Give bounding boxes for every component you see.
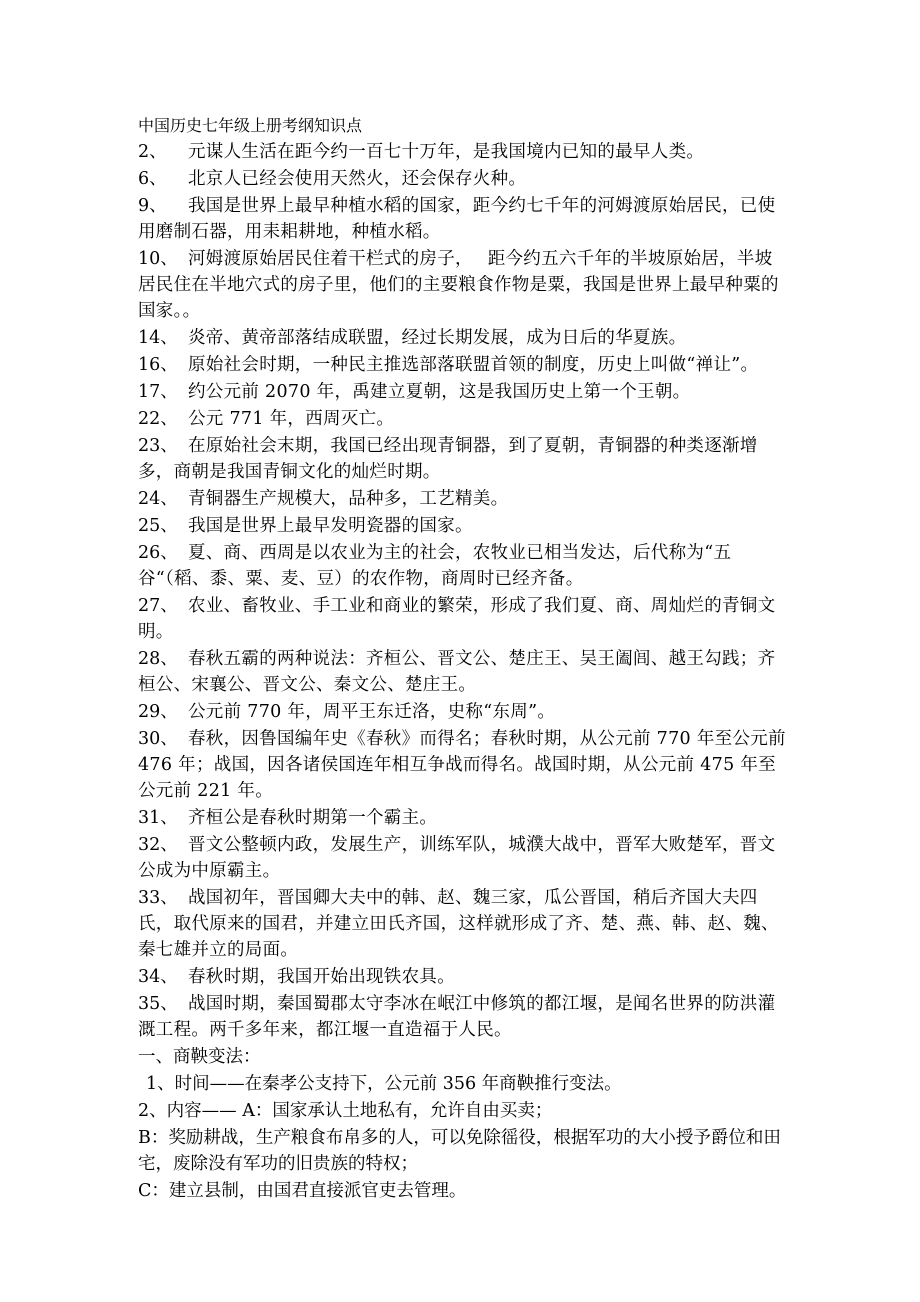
list-item <box>138 193 786 245</box>
section-line-time: 1、时间——在秦孝公支持下，公元前 356 年商鞅推行变法。 <box>146 1074 622 1094</box>
item-number: 25、 <box>138 516 178 536</box>
item-text: 青铜器生产规模大，品种多，工艺精美。 <box>188 489 509 509</box>
list-item <box>138 832 786 884</box>
list-item <box>138 139 786 165</box>
item-number: 23、 <box>138 436 178 456</box>
item-number: 34、 <box>138 967 178 987</box>
list-item <box>138 991 786 1043</box>
list-item <box>138 513 786 539</box>
list-item <box>138 964 786 990</box>
item-text: 元谋人生活在距今约一百七十万年，是我国境内已知的最早人类。 <box>188 142 705 162</box>
item-number: 17、 <box>138 382 178 402</box>
item-number: 29、 <box>138 702 178 722</box>
document-body <box>138 114 786 1204</box>
item-number: 24、 <box>138 489 178 509</box>
item-number: 32、 <box>138 835 178 855</box>
item-number: 16、 <box>138 355 178 375</box>
item-text: 春秋，因鲁国编年史《春秋》而得名；春秋时期，从公元前 770 年至公元前 476 年；战国，因各诸侯国连年相互争战而得名。战国时期，从公元前 475 年至公元前 221 年。 <box>138 729 786 801</box>
item-number: 22、 <box>138 409 178 429</box>
item-number: 33、 <box>138 888 178 908</box>
list-item <box>138 406 786 432</box>
item-text: 公元 771 年，西周灭亡。 <box>188 409 395 429</box>
item-number: 10、 <box>138 249 178 269</box>
item-text: 春秋时期，我国开始出现铁农具。 <box>188 967 455 987</box>
item-text: 晋文公整顿内政，发展生产，训练军队，城濮大战中，晋军大败楚军，晋文公成为中原霸主。 <box>138 835 776 881</box>
item-text: 公元前 770 年，周平王东迁洛，史称“东周”。 <box>188 702 556 722</box>
list-item <box>138 166 786 192</box>
item-text: 河姆渡原始居民住着干栏式的房子， 距今约五六千年的半坡原始居，半坡居民住在半地穴式的房子里，他们的主要粮食作物是粟，我国是世界上最早种粟的国家。。 <box>138 249 779 321</box>
section-line-content: 2、内容—— A：国家承认土地私有，允许自由买卖； <box>138 1101 553 1121</box>
list-item <box>138 646 786 698</box>
item-number: 9、 <box>138 196 167 216</box>
list-item <box>138 246 786 324</box>
list-item <box>138 540 786 592</box>
item-number: 35、 <box>138 994 178 1014</box>
item-number: 26、 <box>138 543 178 563</box>
list-item <box>138 325 786 351</box>
item-text: 约公元前 2070 年，禹建立夏朝，这是我国历史上第一个王朝。 <box>188 382 691 402</box>
knowledge-list <box>138 139 786 1043</box>
item-text: 夏、商、西周是以农业为主的社会，农牧业已相当发达，后代称为“五谷“（稻、黍、粟、麦、豆）的农作物，商周时已经齐备。 <box>138 543 732 589</box>
item-text: 原始社会时期，一种民主推选部落联盟首领的制度，历史上叫做“禅让”。 <box>188 355 759 375</box>
document-title: 中国历史七年级上册考纲知识点 <box>138 116 363 135</box>
list-item <box>138 486 786 512</box>
item-number: 28、 <box>138 649 178 669</box>
item-text: 战国时期，秦国蜀郡太守李冰在岷江中修筑的都江堰，是闻名世界的防洪灌溉工程。两千多年来，都江堰一直造福于人民。 <box>138 994 776 1040</box>
item-number: 30、 <box>138 729 178 749</box>
list-item <box>138 805 786 831</box>
list-item <box>138 699 786 725</box>
list-item <box>138 885 786 963</box>
item-text: 农业、畜牧业、手工业和商业的繁荣，形成了我们夏、商、周灿烂的青铜文明。 <box>138 596 776 642</box>
item-number: 31、 <box>138 808 178 828</box>
item-text: 战国初年，晋国卿大夫中的韩、赵、魏三家，瓜公晋国，稍后齐国大夫四氏，取代原来的国君，并建立田氏齐国，这样就形成了齐、楚、燕、韩、赵、魏、秦七雄并立的局面。 <box>138 888 779 960</box>
section-line-b: B：奖励耕战，生产粮食布帛多的人，可以免除徭役，根据军功的大小授予爵位和田宅，废除没有军功的旧贵族的特权； <box>138 1128 781 1174</box>
list-item <box>138 352 786 378</box>
section-line-c: C：建立县制，由国君直接派官吏去管理。 <box>138 1181 467 1201</box>
item-text: 北京人已经会使用天然火，还会保存火种。 <box>188 169 527 189</box>
item-number: 14、 <box>138 328 178 348</box>
list-item <box>138 379 786 405</box>
item-number: 2、 <box>138 142 167 162</box>
item-number: 6、 <box>138 169 167 189</box>
item-text: 齐桓公是春秋时期第一个霸主。 <box>188 808 438 828</box>
item-number: 27、 <box>138 596 178 616</box>
section-heading: 一、商鞅变法： <box>138 1047 261 1067</box>
list-item <box>138 593 786 645</box>
item-text: 炎帝、黄帝部落结成联盟，经过长期发展，成为日后的华夏族。 <box>188 328 687 348</box>
list-item <box>138 433 786 485</box>
item-text: 我国是世界上最早种植水稻的国家，距今约七千年的河姆渡原始居民，已使用磨制石器，用耒耜耕地，种植水稻。 <box>138 196 776 242</box>
item-text: 我国是世界上最早发明瓷器的国家。 <box>188 516 473 536</box>
item-text: 春秋五霸的两种说法：齐桓公、晋文公、楚庄王、吴王阖闾、越王勾践；齐桓公、宋襄公、晋文公、秦文公、楚庄王。 <box>138 649 776 695</box>
item-text: 在原始社会末期，我国已经出现青铜器，到了夏朝，青铜器的种类逐渐增多，商朝是我国青铜文化的灿烂时期。 <box>138 436 758 482</box>
list-item <box>138 726 786 804</box>
